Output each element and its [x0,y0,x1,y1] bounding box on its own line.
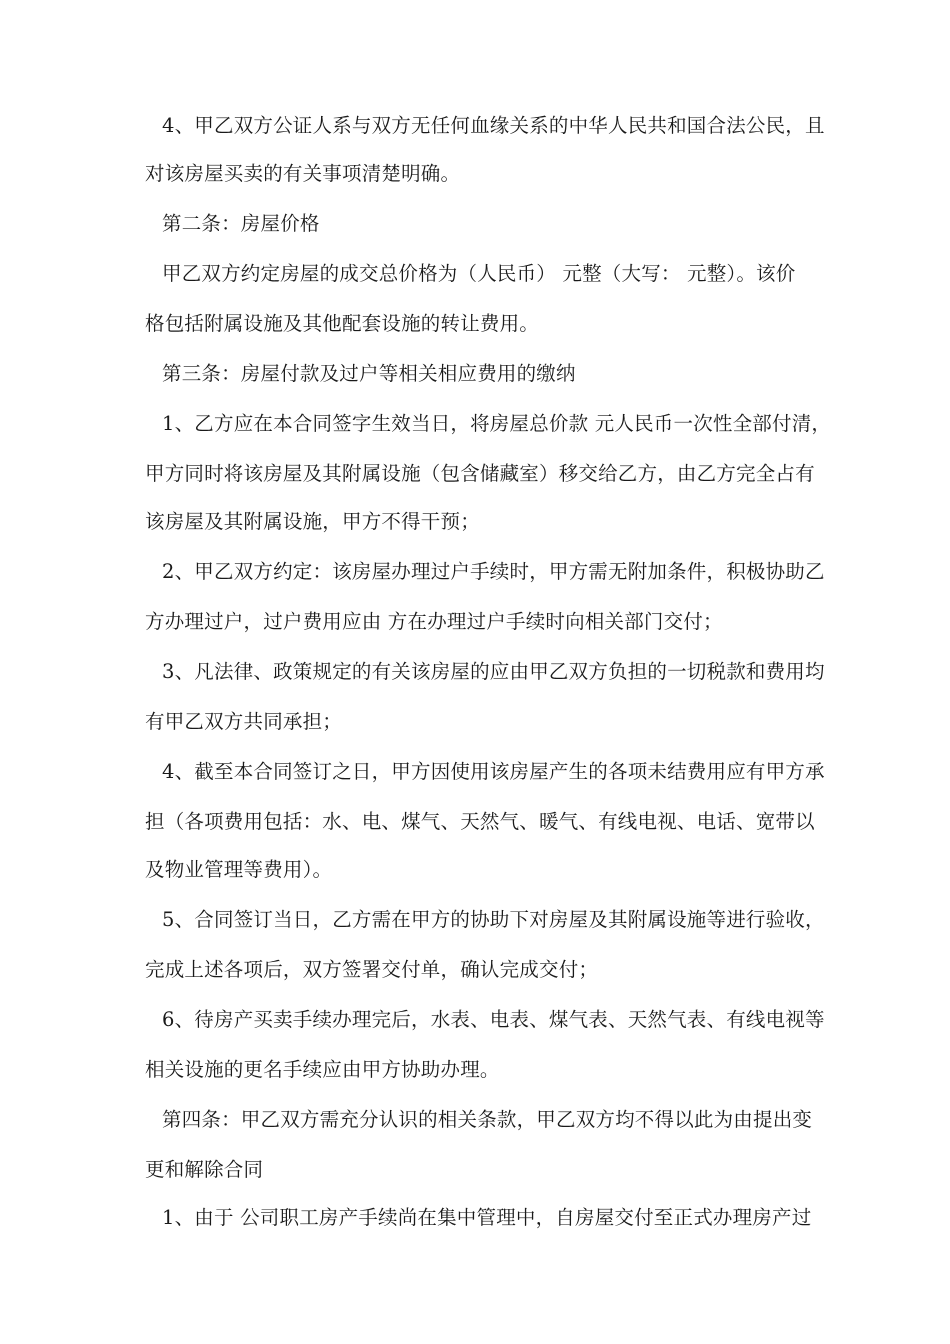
text-line: 方办理过户，过户费用应由 方在办理过户手续时向相关部门交付； [145,610,723,633]
text-line: 1、由于 公司职工房产手续尚在集中管理中，自房屋交付至正式办理房产过 [162,1206,812,1229]
text-line: 甲乙双方约定房屋的成交总价格为（人民币） 元整（大写： 元整）。该价 [162,262,796,285]
article-heading: 第二条：房屋价格 [162,212,320,235]
text-line: 甲方同时将该房屋及其附属设施（包含储藏室）移交给乙方，由乙方完全占有 [145,462,815,485]
text-line: 5、合同签订当日，乙方需在甲方的协助下对房屋及其附属设施等进行验收， [162,908,825,931]
text-line: 更和解除合同 [145,1158,264,1181]
text-line: 格包括附属设施及其他配套设施的转让费用。 [145,312,540,335]
article-heading: 第三条：房屋付款及过户等相关相应费用的缴纳 [162,362,576,385]
text-line: 6、待房产买卖手续办理完后，水表、电表、煤气表、天然气表、有线电视等 [162,1008,825,1031]
text-line: 4、截至本合同签订之日，甲方因使用该房屋产生的各项未结费用应有甲方承 [162,760,825,783]
text-line: 有甲乙双方共同承担； [145,710,343,733]
article-heading: 第四条：甲乙双方需充分认识的相关条款，甲乙双方均不得以此为由提出变 [162,1108,813,1131]
text-line: 完成上述各项后，双方签署交付单，确认完成交付； [145,958,599,981]
text-line: 3、凡法律、政策规定的有关该房屋的应由甲乙双方负担的一切税款和费用均 [162,660,825,683]
text-line: 4、甲乙双方公证人系与双方无任何血缘关系的中华人民共和国合法公民，且 [162,114,825,137]
text-line: 对该房屋买卖的有关事项清楚明确。 [145,162,461,185]
text-line: 该房屋及其附属设施，甲方不得干预； [145,510,480,533]
text-line: 1、乙方应在本合同签字生效当日，将房屋总价款 元人民币一次性全部付清， [162,412,832,435]
text-line: 担（各项费用包括：水、电、煤气、天然气、暖气、有线电视、电话、宽带以 [145,810,815,833]
text-line: 及物业管理等费用）。 [145,858,333,881]
text-line: 相关设施的更名手续应由甲方协助办理。 [145,1058,500,1081]
text-line: 2、甲乙双方约定：该房屋办理过户手续时，甲方需无附加条件，积极协助乙 [162,560,825,583]
